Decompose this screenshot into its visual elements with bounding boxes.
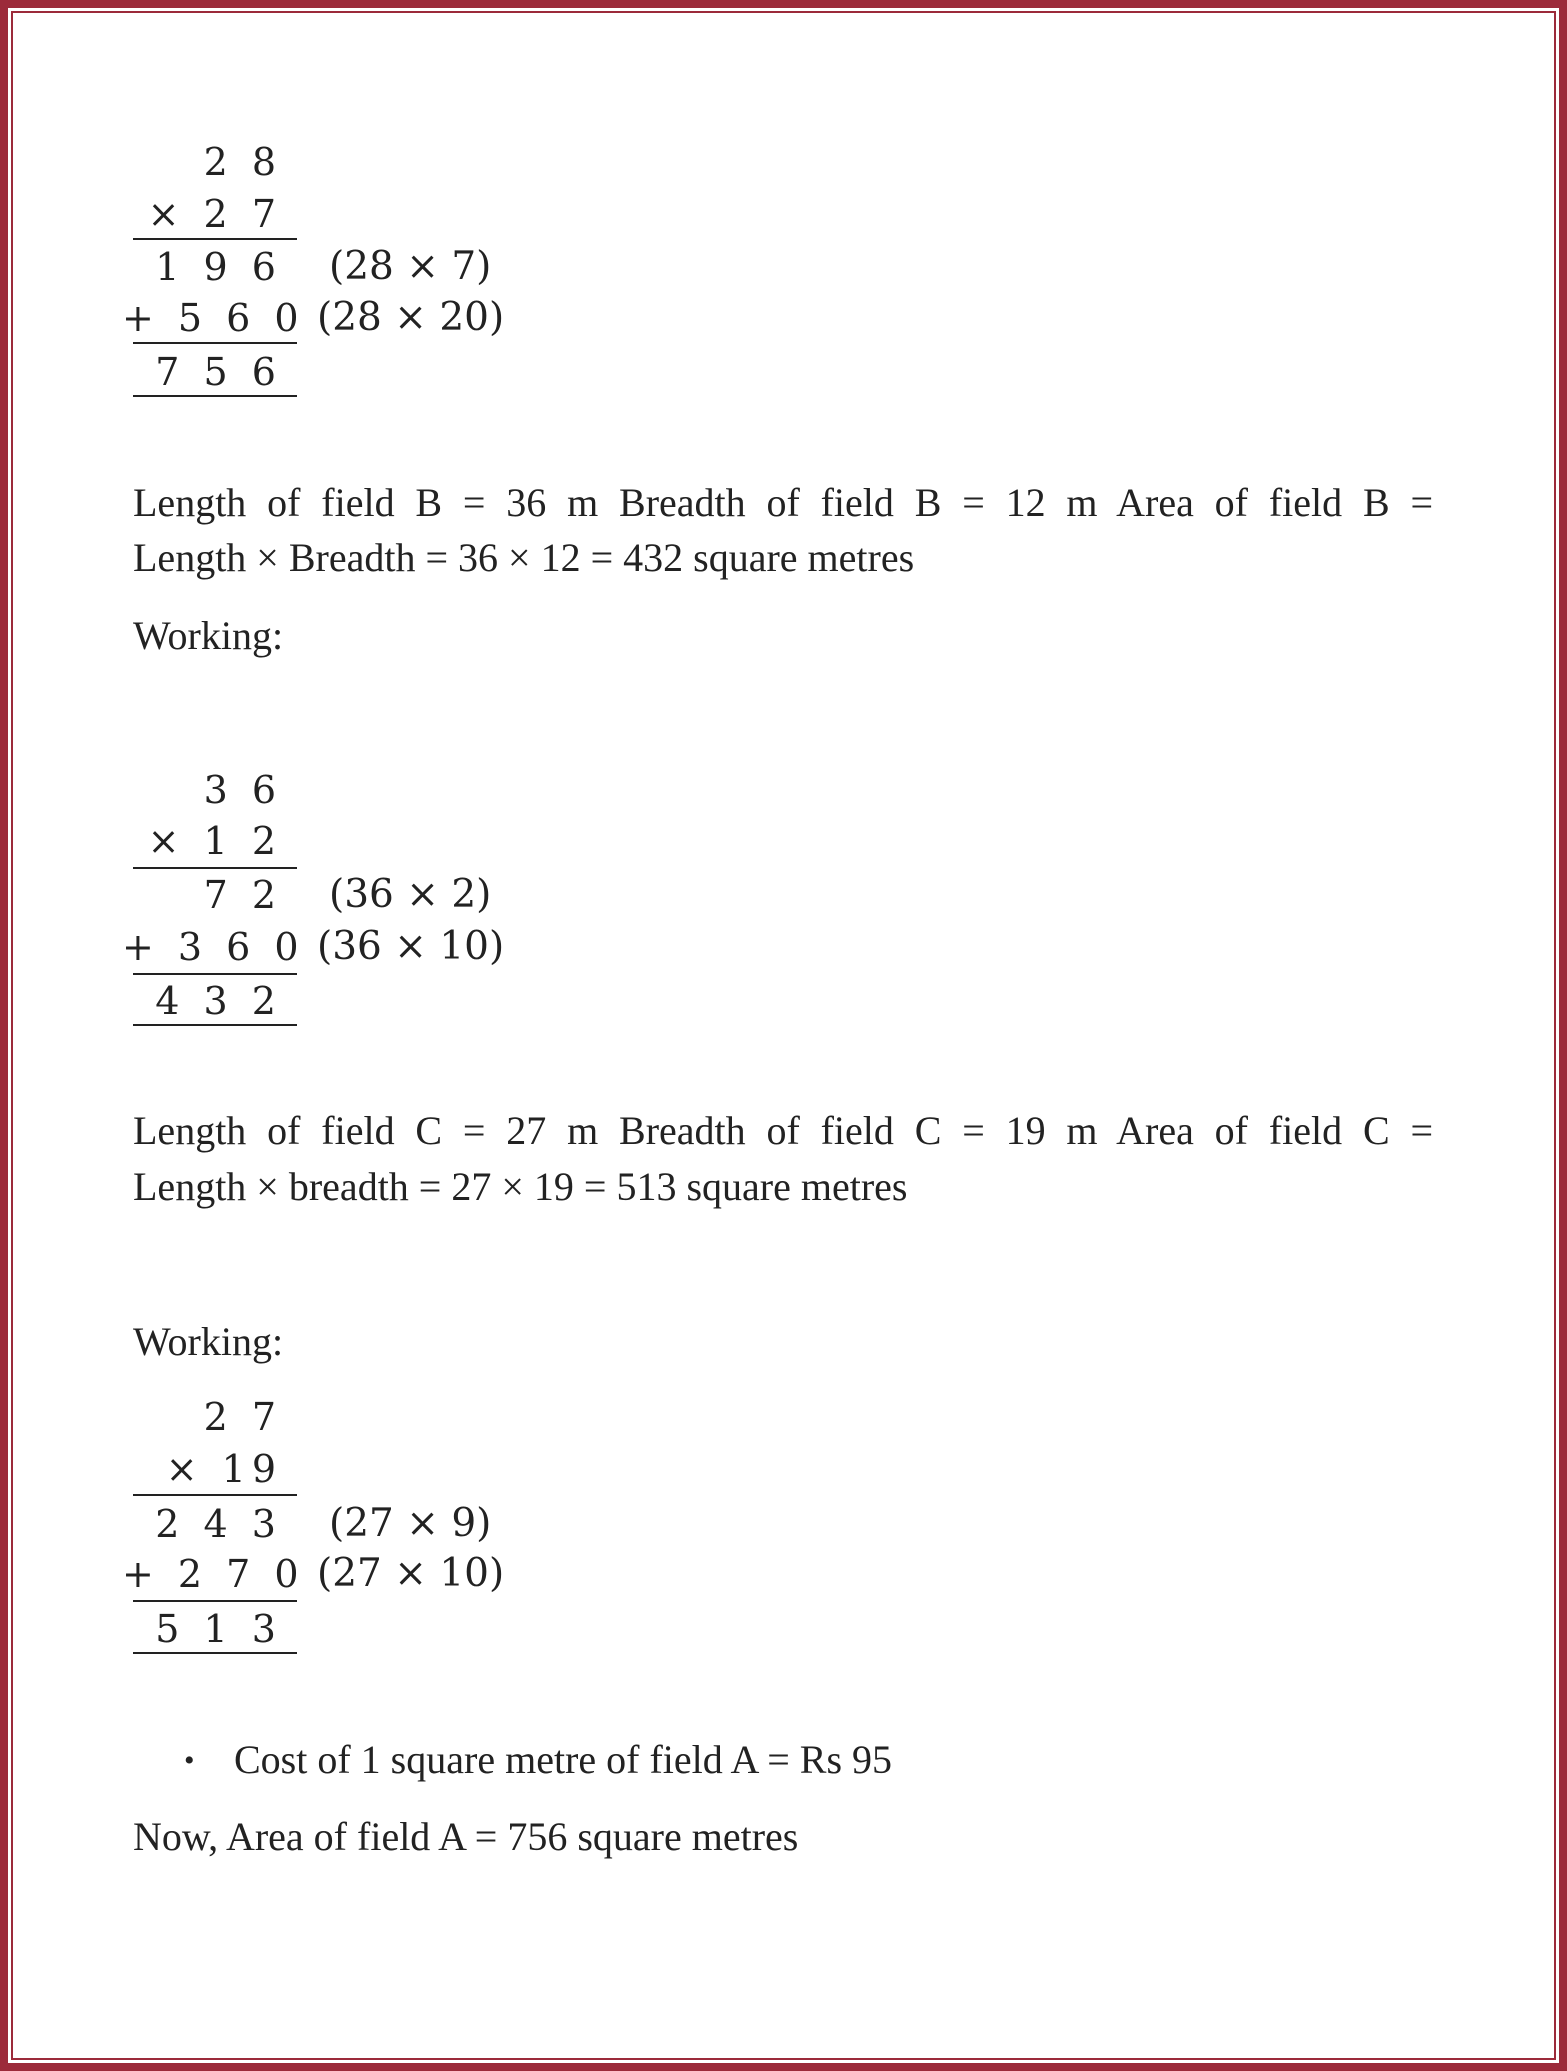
divider — [133, 1024, 297, 1026]
field-b-line-1: Length of field B = 36 m Breadth of field B = 12 m Area of field B = — [133, 480, 1433, 525]
partial-product-2: + 5 6 0 — [122, 296, 305, 340]
working-label: Working: — [133, 1319, 284, 1364]
partial-note-2: (28 × 20) — [317, 295, 505, 340]
partial-note-1: (28 × 7) — [329, 244, 492, 289]
divider — [133, 1652, 297, 1654]
partial-note-2: (36 × 10) — [317, 924, 505, 969]
field-c-line-1: Length of field C = 27 m Breadth of field C = 19 m Area of field C = — [133, 1108, 1433, 1153]
partial-product-2: + 3 6 0 — [122, 925, 305, 969]
product-result: 7 5 6 — [155, 350, 282, 394]
working-label: Working: — [133, 613, 284, 658]
divider — [133, 1600, 297, 1602]
divider — [133, 395, 297, 397]
partial-product-2: + 2 7 0 — [122, 1552, 305, 1596]
field-c-line-2: Length × breadth = 27 × 19 = 513 square metres — [133, 1164, 908, 1209]
divider — [133, 342, 297, 344]
multiplicand: 2 8 — [203, 140, 282, 184]
multiplicand: 2 7 — [203, 1395, 282, 1439]
divider — [133, 238, 297, 240]
divider — [133, 1494, 297, 1496]
field-b-line-2: Length × Breadth = 36 × 12 = 432 square metres — [133, 535, 915, 580]
area-statement: Now, Area of field A = 756 square metres — [133, 1814, 799, 1859]
partial-product-1: 2 4 3 — [155, 1502, 282, 1546]
multiplier: × 1 2 — [147, 819, 282, 863]
multiplier: × 19 — [165, 1447, 282, 1491]
partial-note-2: (27 × 10) — [317, 1551, 505, 1596]
partial-note-1: (36 × 2) — [329, 872, 492, 917]
multiplicand: 3 6 — [203, 768, 282, 812]
divider — [133, 867, 297, 869]
divider — [133, 973, 297, 975]
bullet-text: Cost of 1 square metre of field A = Rs 95 — [234, 1737, 893, 1782]
multiplier: × 2 7 — [147, 192, 282, 236]
bullet-icon: • — [184, 1744, 195, 1777]
partial-product-1: 1 9 6 — [155, 245, 282, 289]
partial-note-1: (27 × 9) — [329, 1501, 492, 1546]
product-result: 4 3 2 — [155, 979, 282, 1023]
partial-product-1: 7 2 — [203, 873, 282, 917]
product-result: 5 1 3 — [155, 1607, 282, 1651]
